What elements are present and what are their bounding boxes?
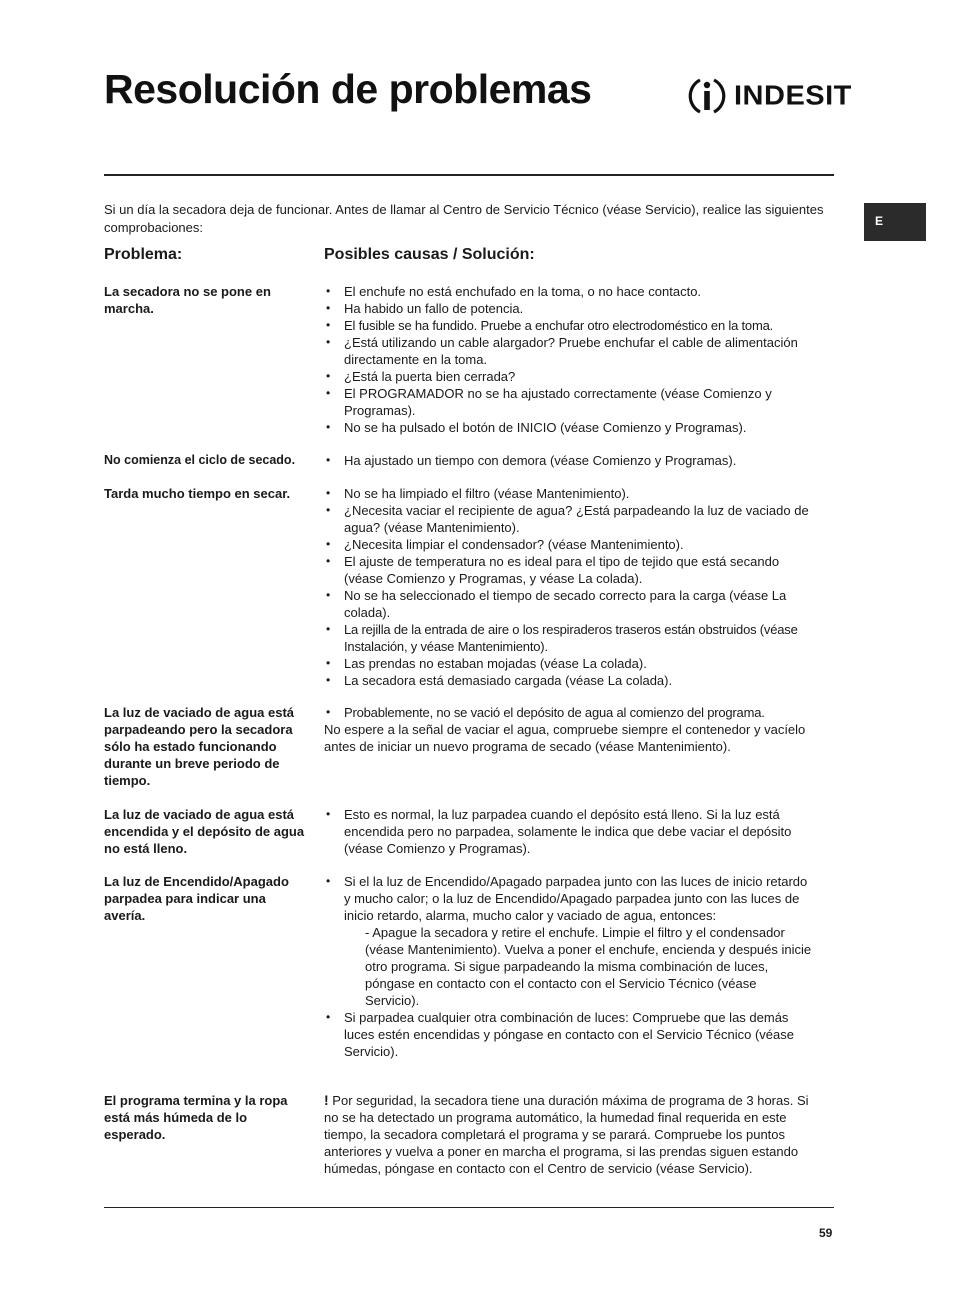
problem-text: La secadora no se pone en marcha. — [104, 284, 271, 316]
problem-column-header: Problema: — [104, 246, 183, 263]
solution-item: • La rejilla de la entrada de aire o los respiraderos traseros están obstruidos (véase Instalación, y véase Mantenimiento). — [324, 621, 814, 655]
solution-list — [324, 283, 814, 436]
problem-text: La luz de Encendido/Apagado parpadea para indicar una avería. — [104, 874, 289, 923]
solution-item: • No se ha seleccionado el tiempo de secado correcto para la carga (véase La colada). — [324, 587, 814, 621]
solution-note: No espere a la señal de vaciar el agua, compruebe siempre el contenedor y vacíelo antes de iniciar un nuevo programa de secado (véase Mantenimiento). — [324, 722, 806, 754]
solution-item: • ¿Está utilizando un cable alargador? Pruebe enchufar el cable de alimentación directamente en la toma. — [324, 334, 814, 368]
solution-item: • El fusible se ha fundido. Pruebe a enchufar otro electrodoméstico en la toma. — [324, 317, 814, 334]
solution-item: • Ha ajustado un tiempo con demora (véase Comienzo y Programas). — [324, 452, 814, 469]
solution-item: • ¿Está la puerta bien cerrada? — [324, 368, 814, 385]
solution-list — [324, 806, 814, 857]
solution-subitem: - Apague la secadora y retire el enchufe. Limpie el filtro y el condensador (véase Mantenimiento). Vuelva a poner el enchufe, encienda y después inicie otro programa. Si sigue parpadeando la misma combinación de luces, póngase en contacto con el contacto con el Servicio Técnico (véase Servicio). — [365, 925, 812, 1008]
solution-item: • El PROGRAMADOR no se ha ajustado correctamente (véase Comienzo y Programas). — [324, 385, 814, 419]
problem-text: La luz de vaciado de agua está parpadeando pero la secadora sólo ha estado funcionando durante un breve periodo de tiempo. — [104, 705, 295, 788]
page-number: 59 — [819, 1226, 833, 1240]
warning-icon: ! — [324, 1092, 329, 1108]
problem-text: No comienza el ciclo de secado. — [104, 453, 296, 467]
top-divider — [104, 174, 834, 176]
solution-list — [324, 485, 814, 689]
problem-text: La luz de vaciado de agua está encendida y el depósito de agua no está lleno. — [104, 807, 305, 856]
bottom-divider — [104, 1207, 834, 1208]
language-tab: E — [864, 203, 926, 241]
solution-column-header: Posibles causas / Solución: — [324, 246, 535, 263]
page-title: Resolución de problemas — [104, 66, 592, 112]
problem-text: Tarda mucho tiempo en secar. — [104, 486, 291, 501]
indesit-logo-icon — [686, 76, 728, 116]
solution-item: • Ha habido un fallo de potencia. — [324, 300, 814, 317]
solution-item: • No se ha limpiado el filtro (véase Mantenimiento). — [324, 485, 814, 502]
brand-logo — [686, 76, 852, 116]
solution-paragraph — [324, 1092, 814, 1177]
solution-item: • Si el la luz de Encendido/Apagado parpadea junto con las luces de inicio retardo y mucho calor; o la luz de Encendido/Apagado parpadea junto con las luces de inicio retardo, alarma, mucho calor y vaciado de agua, entonces: — [324, 873, 814, 924]
solution-list — [324, 873, 814, 1060]
problem-text: El programa termina y la ropa está más húmeda de lo esperado. — [104, 1093, 288, 1142]
solution-item: • El enchufe no está enchufado en la toma, o no hace contacto. — [324, 283, 814, 300]
solution-item: • Las prendas no estaban mojadas (véase La colada). — [324, 655, 814, 672]
solution-text: Por seguridad, la secadora tiene una duración máxima de programa de 3 horas. Si no se ha detectado un programa automático, la humedad final requerida en este tiempo, la secadora completará el programa y se parará. Compruebe los puntos anteriores y vuelva a poner en marcha el programa, si las prendas siguen estando húmedas, póngase en contacto con el Centro de servicio (véase Servicio). — [324, 1093, 809, 1176]
solution-list — [324, 452, 814, 469]
solution-list — [324, 704, 814, 755]
solution-item: • Probablemente, no se vació el depósito de agua al comienzo del programa. — [324, 704, 814, 721]
brand-wordmark: INDESIT — [734, 80, 852, 111]
solution-item: • No se ha pulsado el botón de INICIO (véase Comienzo y Programas). — [324, 419, 814, 436]
solution-item: • ¿Necesita vaciar el recipiente de agua? ¿Está parpadeando la luz de vaciado de agua? (véase Mantenimiento). — [324, 502, 814, 536]
solution-item: • Si parpadea cualquier otra combinación de luces: Compruebe que las demás luces estén encendidas y póngase en contacto con el Servicio Técnico (véase Servicio). — [324, 1009, 814, 1060]
solution-item: • La secadora está demasiado cargada (véase La colada). — [324, 672, 814, 689]
solution-item: • ¿Necesita limpiar el condensador? (véase Mantenimiento). — [324, 536, 814, 553]
solution-item: • El ajuste de temperatura no es ideal para el tipo de tejido que está secando (véase Comienzo y Programas, y véase La colada). — [324, 553, 814, 587]
solution-item: • Esto es normal, la luz parpadea cuando el depósito está lleno. Si la luz está encendida pero no parpadea, solamente le indica que debe vaciar el depósito (véase Comienzo y Programas). — [324, 806, 814, 857]
intro-text: Si un día la secadora deja de funcionar. Antes de llamar al Centro de Servicio Técnico (véase Servicio), realice las siguientes comprobaciones: — [104, 202, 824, 235]
